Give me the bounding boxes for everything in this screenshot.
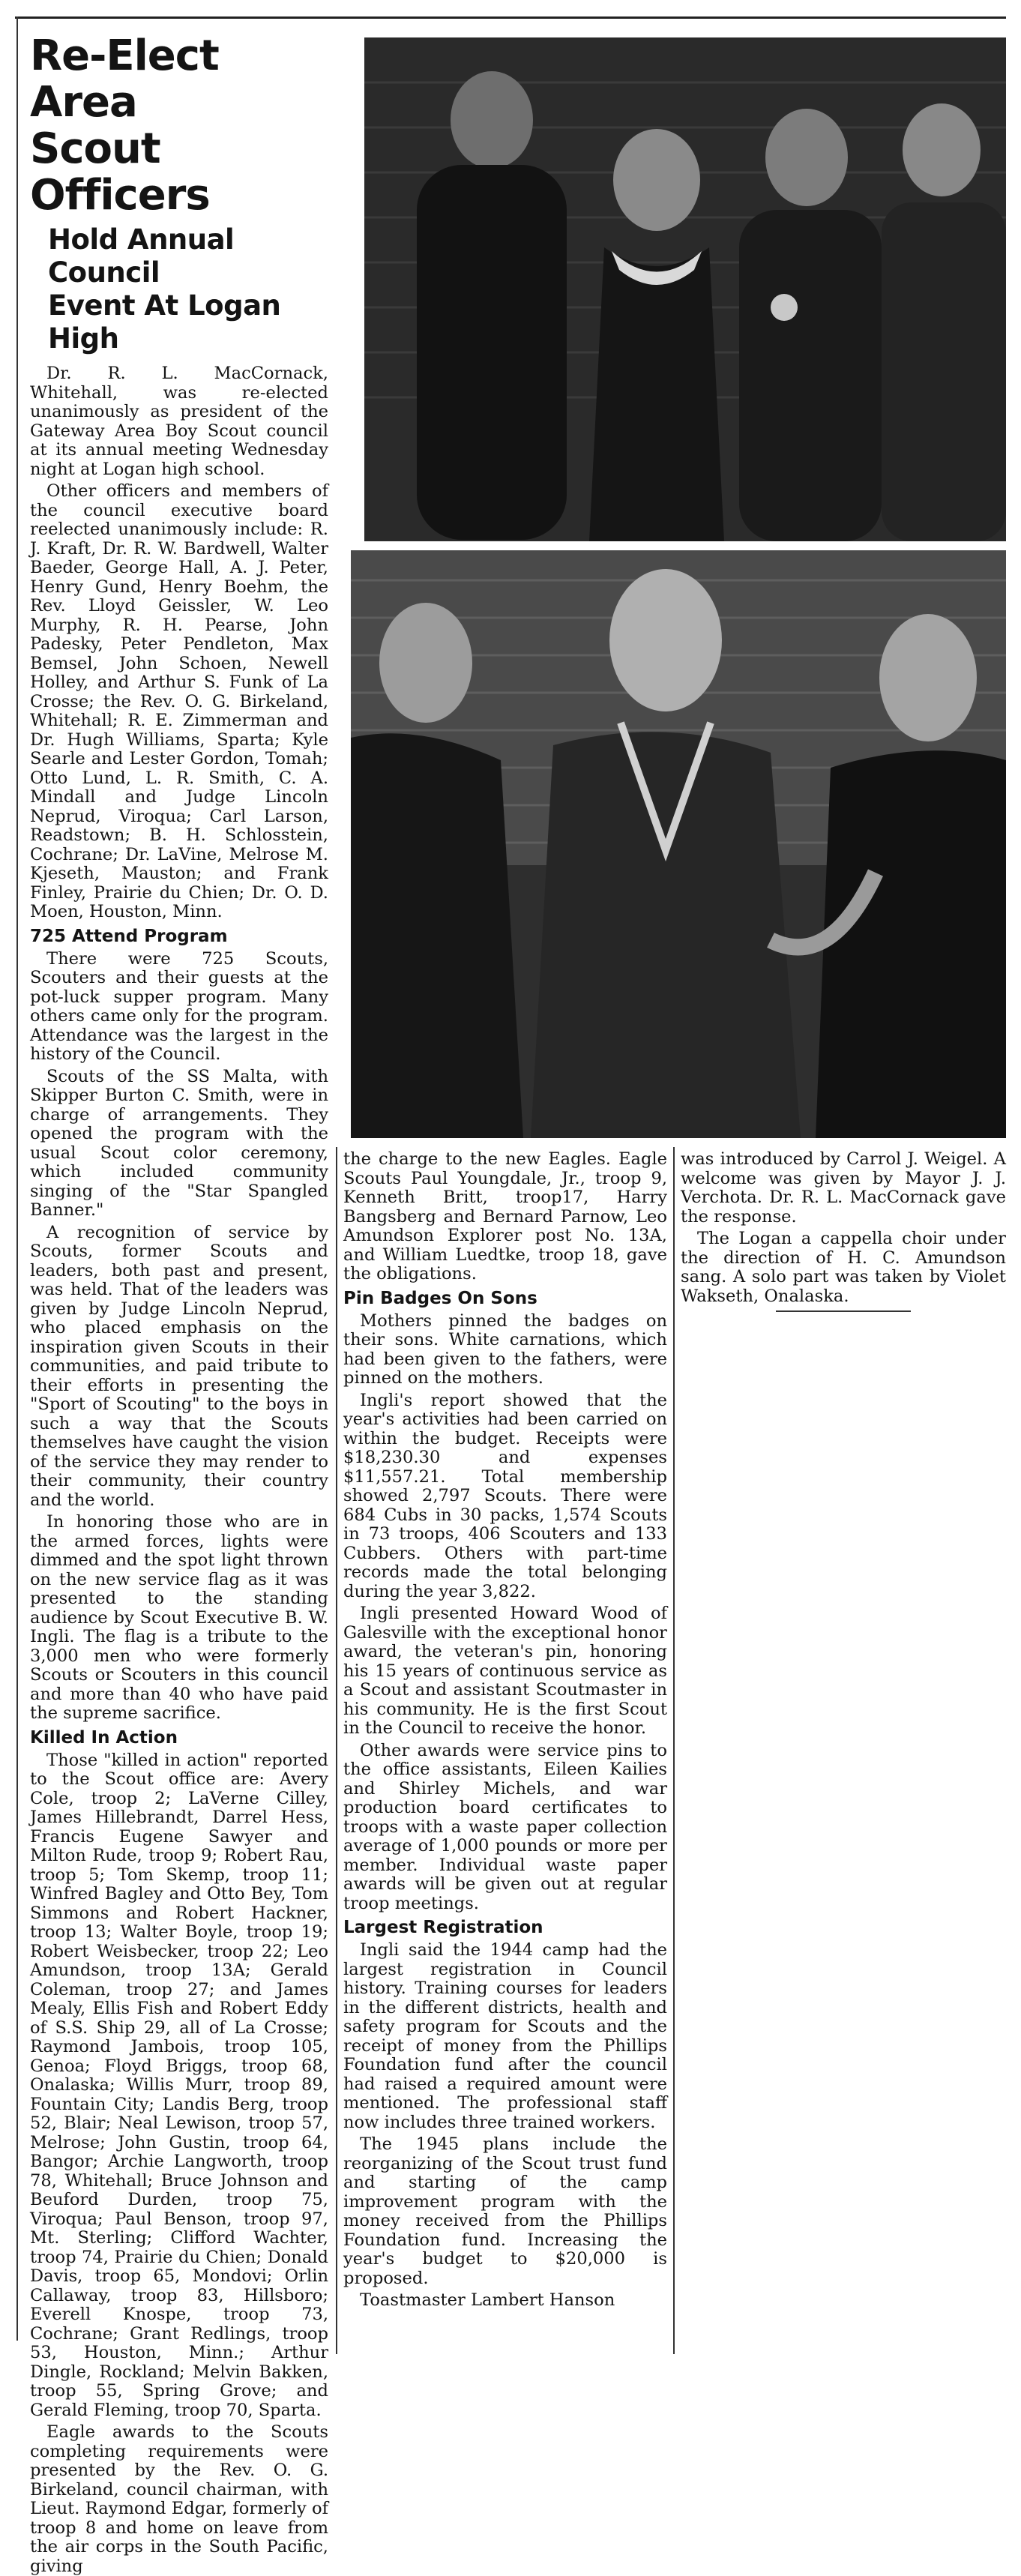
subhead-attendance: 725 Attend Program bbox=[30, 926, 228, 946]
paragraph: The Logan a cappella choir under the direction of H. C. Amundson sang. A solo part was taken by Violet Wakseth, Onalaska. bbox=[681, 1229, 1006, 1306]
article-column-3 bbox=[681, 1150, 1006, 1345]
subheadline-line-2: Event At Logan High bbox=[48, 289, 281, 355]
paragraph: Those "killed in action" reported to the Scout office are: Avery Cole, troop 2; LaVerne Cilley, James Hillebrandt, Darrel Hess, Francis Eugene Sawyer and Milton Rude, troop 9; Robert Rau, troop 5; Tom Skemp, troop 11; Winfred Bagley and Otto Bey, Tom Simmons and Robert Hackner, troop 13; Walter Boyle, troop 19; Robert Weisbecker, troop 22; Leo Amundson, troop 13A; Gerald Coleman, troop 27; and James Mealy, Ellis Fish and Robert Eddy of S.S. Ship 29, all of La Crosse; Raymond Jambois, troop 105, Genoa; Floyd Briggs, troop 68, Onalaska; Willis Murr, troop 89, Fountain City; Landis Berg, troop 52, Blair; Neal Lewison, troop 57, Melrose; John Gustin, troop 64, Bangor; Archie Langworth, troop 78, Whitehall; Bruce Johnson and Beuford Durden, troop 75, Viroqua; Paul Benson, troop 97, Mt. Sterling; Clifford Wachter, troop 74, Prairie du Chien; Donald Davis, troop 65, Mondovi; Orlin Callaway, troop 83, Hillsboro; Everell Knospe, troop 73, Cochrane; Grant Redlings, troop 53, Houston, Minn.; Arthur Dingle, Rockland; Melvin Bakken, troop 55, Spring Grove; and Gerald Fleming, troop 70, Sparta. bbox=[30, 1750, 328, 2420]
paragraph: Other officers and members of the council executive board reelected unanimously include: R. J. Kraft, Dr. R. W. Bardwell, Walter Baeder, George Hall, A. J. Peter, Henry Gund, Henry Boehm, the Rev. Lloyd Geissler, W. Leo Murphy, R. H. Pearse, John Padesky, Peter Pendleton, Max Bemsel, John Schoen, Newell Holley, and Arthur S. Funk of La Crosse; the Rev. O. G. Birkeland, Whitehall; R. E. Zimmerman and Dr. Hugh Williams, Sparta; Kyle Searle and Lester Gordon, Tomah; Otto Lund, L. R. Smith, C. A. Mindall and Judge Lincoln Neprud, Viroqua; Carl Larson, Readstown; B. H. Schlosstein, Cochrane; Dr. LaVine, Melrose M. Kjeseth, Mauston; and Frank Finley, Prairie du Chien; Dr. O. D. Moen, Houston, Minn. bbox=[30, 481, 328, 921]
paragraph: the charge to the new Eagles. Eagle Scouts Paul Youngdale, Jr., troop 9, Kenneth Britt, troop17, Harry Bangsberg and Bernard Parnow, Leo Amundson Explorer post No. 13A, and William Luedtke, troop 18, gave the obligations. bbox=[343, 1149, 667, 1284]
headline-line-1: Re-Elect Area bbox=[30, 31, 219, 127]
paragraph: The 1945 plans include the reorganizing of the Scout trust fund and starting of the camp improvement program with the money received from the Phillips Foundation fund. Increasing the year's budget to $20,000 is proposed. bbox=[343, 2134, 667, 2288]
paragraph: was introduced by Carrol J. Weigel. A welcome was given by Mayor J. J. Verchota. Dr. R. L. MacCornack gave the response. bbox=[681, 1149, 1006, 1227]
subhead-pin-badges: Pin Badges On Sons bbox=[343, 1288, 537, 1308]
paragraph: Dr. R. L. MacCornack, Whitehall, was re-elected unanimously as president of the Gateway Area Boy Scout council at its annual meeting Wednesday night at Logan high school. bbox=[30, 364, 328, 479]
headline bbox=[30, 33, 328, 219]
paragraph: Ingli presented Howard Wood of Galesville with the exceptional honor award, the veteran's pin, honoring his 15 years of continuous service as a Scout and assistant Scoutmaster in his community. He is the first Scout in the Council to receive the honor. bbox=[343, 1604, 667, 1738]
subheadline-line-1: Hold Annual Council bbox=[48, 223, 235, 289]
photo-award-presentation bbox=[351, 550, 1006, 1138]
paragraph: Ingli's report showed that the year's activities had been carried on within the budget. Receipts were $18,230.30 and expenses $11,557.21. Total membership showed 2,797 Scouts. There were 684 Cubs in 30 packs, 1,574 Scouts in 73 troops, 406 Scouters and 133 Cubbers. Others with part-time records made the total belonging during the year 3,822. bbox=[343, 1390, 667, 1601]
subhead-killed-in-action: Killed In Action bbox=[30, 1727, 178, 1748]
article-column-1 bbox=[30, 31, 328, 2576]
left-edge-rule bbox=[16, 16, 18, 2341]
article-column-2 bbox=[343, 1150, 667, 2354]
article-end-rule bbox=[776, 1310, 911, 1312]
paragraph: Toastmaster Lambert Hanson bbox=[360, 2290, 615, 2310]
subhead-largest-registration: Largest Registration bbox=[343, 1918, 543, 1937]
paragraph: A recognition of service by Scouts, former Scouts and leaders, both past and present, was held. That of the leaders was given by Judge Lincoln Neprud, who placed emphasis on the inspiration given Scouts in their communities, and paid tribute to their efforts in presenting the "Sport of Scouting" to the boys in such a way that the Scouts themselves have caught the vision of the service they may render to their community, their country and the world. bbox=[30, 1222, 328, 1510]
paragraph: In honoring those who are in the armed forces, lights were dimmed and the spot light thrown on the new service flag as it was presented to the standing audience by Scout Executive B. W. Ingli. The flag is a tribute to the 3,000 men who were formerly Scouts or Scouters in this council and more than 40 who have paid the supreme sacrifice. bbox=[30, 1512, 328, 1723]
photo-award-presentation-image bbox=[351, 550, 1006, 1138]
headline-line-2: Scout Officers bbox=[30, 124, 210, 220]
paragraph: Eagle awards to the Scouts completing requirements were presented by the Rev. O. G. Birkeland, council chairman, with Lieut. Raymond Edgar, formerly of troop 8 and home on leave from the air corps in the South Pacific, giving bbox=[30, 2422, 328, 2576]
paragraph: Other awards were service pins to the office assistants, Eileen Kailies and Shirley Michels, and war production board certificates to troops with a waste paper collection average of 1,000 pounds or more per member. Individual waste paper awards will be given out at regular troop meetings. bbox=[343, 1740, 667, 1913]
paragraph: There were 725 Scouts, Scouters and their guests at the pot-luck supper program. Many others came only for the program. Attendance was the largest in the history of the Council. bbox=[30, 948, 328, 1064]
column-rule-1 bbox=[336, 1147, 337, 2354]
paragraph: Scouts of the SS Malta, with Skipper Burton C. Smith, were in charge of arrangements. They opened the program with the usual Scout color ceremony, which included community singing of the "Star Spangled Banner." bbox=[30, 1066, 328, 1220]
column-rule-2 bbox=[673, 1147, 675, 2354]
subheadline bbox=[48, 223, 328, 355]
paragraph: Ingli said the 1944 camp had the largest registration in Council history. Training courses for leaders in the different districts, health and safety program for Scouts and the receipt of money from the Phillips Foundation fund after the council had raised a required amount were mentioned. The professional staff now includes three trained workers. bbox=[343, 1940, 667, 2132]
photo-group-four bbox=[364, 37, 1006, 541]
paragraph: Mothers pinned the badges on their sons. White carnations, which had been given to the fathers, were pinned on the mothers. bbox=[343, 1310, 667, 1388]
top-rule bbox=[15, 16, 1006, 19]
photo-group-four-image bbox=[364, 37, 1006, 541]
